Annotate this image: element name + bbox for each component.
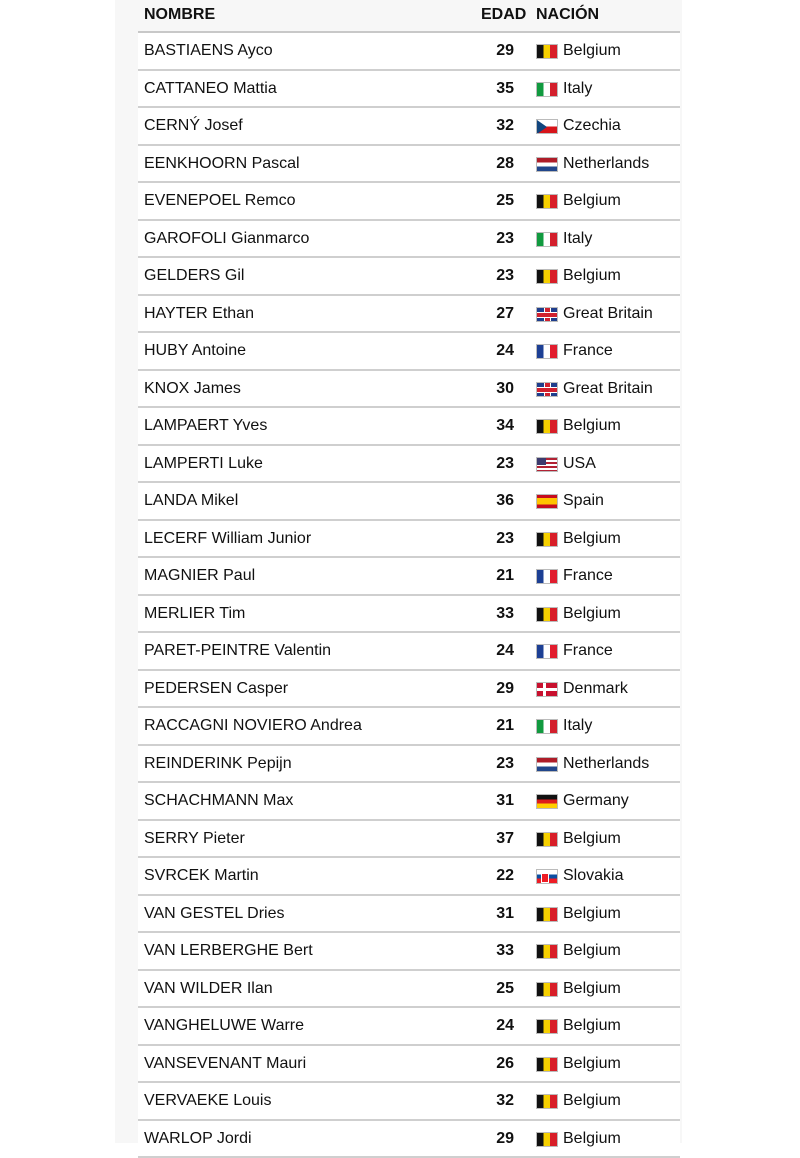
rider-age: 23: [496, 455, 514, 473]
nation-label: Belgium: [563, 192, 621, 210]
rider-name[interactable]: BASTIAENS Ayco: [144, 42, 273, 60]
table-row: [138, 408, 680, 446]
table-row: [138, 521, 680, 559]
nation-label: USA: [563, 455, 596, 473]
table-row: [138, 933, 680, 971]
table-row: [138, 821, 680, 859]
rider-nation[interactable]: [536, 567, 613, 585]
rider-age: 31: [496, 905, 514, 923]
rider-nation[interactable]: [536, 605, 621, 623]
table-row: [138, 333, 680, 371]
rider-age: 29: [496, 1130, 514, 1148]
flag-icon: [536, 607, 558, 622]
rider-name[interactable]: SCHACHMANN Max: [144, 792, 293, 810]
rider-name[interactable]: VAN GESTEL Dries: [144, 905, 284, 923]
rider-nation[interactable]: [536, 717, 592, 735]
nation-label: Belgium: [563, 605, 621, 623]
rider-nation[interactable]: [536, 42, 621, 60]
flag-icon: [536, 269, 558, 284]
rider-name[interactable]: MAGNIER Paul: [144, 567, 255, 585]
rider-nation[interactable]: [536, 117, 621, 135]
rider-name[interactable]: LANDA Mikel: [144, 492, 238, 510]
nation-label: Netherlands: [563, 755, 649, 773]
rider-age: 28: [496, 155, 514, 173]
rider-nation[interactable]: [536, 492, 604, 510]
rider-name[interactable]: WARLOP Jordi: [144, 1130, 252, 1148]
rider-nation[interactable]: [536, 155, 649, 173]
rider-nation[interactable]: [536, 680, 628, 698]
flag-icon: [536, 307, 558, 322]
rider-name[interactable]: LAMPERTI Luke: [144, 455, 263, 473]
rider-name[interactable]: CATTANEO Mattia: [144, 80, 277, 98]
nation-label: Great Britain: [563, 380, 653, 398]
nation-label: Italy: [563, 80, 592, 98]
rider-nation[interactable]: [536, 980, 621, 998]
table-row: [138, 633, 680, 671]
table-row: [138, 371, 680, 409]
flag-icon: [536, 944, 558, 959]
flag-icon: [536, 1057, 558, 1072]
rider-name[interactable]: GELDERS Gil: [144, 267, 244, 285]
rider-age: 22: [496, 867, 514, 885]
rider-name[interactable]: REINDERINK Pepijn: [144, 755, 292, 773]
flag-icon: [536, 82, 558, 97]
rider-nation[interactable]: [536, 192, 621, 210]
rider-age: 35: [496, 80, 514, 98]
table-body: [138, 33, 680, 1158]
flag-icon: [536, 907, 558, 922]
rider-nation[interactable]: [536, 455, 596, 473]
flag-icon: [536, 869, 558, 884]
rider-age: 32: [496, 1092, 514, 1110]
rider-nation[interactable]: [536, 905, 621, 923]
rider-age: 23: [496, 755, 514, 773]
rider-name[interactable]: VAN LERBERGHE Bert: [144, 942, 313, 960]
nation-label: Belgium: [563, 417, 621, 435]
rider-name[interactable]: VERVAEKE Louis: [144, 1092, 271, 1110]
table-row: [138, 221, 680, 259]
rider-nation[interactable]: [536, 1130, 621, 1148]
rider-age: 24: [496, 642, 514, 660]
rider-age: 21: [496, 567, 514, 585]
rider-age: 24: [496, 1017, 514, 1035]
nation-label: France: [563, 567, 613, 585]
rider-nation[interactable]: [536, 380, 653, 398]
table-row: [138, 1046, 680, 1084]
rider-name[interactable]: HAYTER Ethan: [144, 305, 254, 323]
table-row: [138, 108, 680, 146]
table-row: [138, 258, 680, 296]
table-row: [138, 971, 680, 1009]
rider-nation[interactable]: [536, 267, 621, 285]
rider-name[interactable]: KNOX James: [144, 380, 241, 398]
rider-age: 25: [496, 980, 514, 998]
table-row: [138, 33, 680, 71]
flag-icon: [536, 1094, 558, 1109]
table-row: [138, 446, 680, 484]
rider-name[interactable]: MERLIER Tim: [144, 605, 245, 623]
rider-nation[interactable]: [536, 1055, 621, 1073]
flag-icon: [536, 532, 558, 547]
flag-icon: [536, 719, 558, 734]
flag-icon: [536, 569, 558, 584]
nation-label: Germany: [563, 792, 629, 810]
flag-icon: [536, 344, 558, 359]
rider-age: 27: [496, 305, 514, 323]
table-row: [138, 71, 680, 109]
table-row: [138, 1083, 680, 1121]
rider-name[interactable]: SERRY Pieter: [144, 830, 245, 848]
nation-label: Belgium: [563, 1017, 621, 1035]
rider-nation[interactable]: [536, 755, 649, 773]
nation-label: Denmark: [563, 680, 628, 698]
rider-nation[interactable]: [536, 230, 592, 248]
nation-label: Belgium: [563, 530, 621, 548]
rider-age: 34: [496, 417, 514, 435]
rider-name[interactable]: PEDERSEN Casper: [144, 680, 288, 698]
rider-nation[interactable]: [536, 867, 623, 885]
flag-icon: [536, 757, 558, 772]
table-row: [138, 183, 680, 221]
nation-label: Netherlands: [563, 155, 649, 173]
nation-label: Slovakia: [563, 867, 623, 885]
nation-label: Italy: [563, 717, 592, 735]
rider-age: 31: [496, 792, 514, 810]
flag-icon: [536, 119, 558, 134]
nation-label: Belgium: [563, 42, 621, 60]
rider-nation[interactable]: [536, 1017, 621, 1035]
table-row: [138, 783, 680, 821]
flag-icon: [536, 1132, 558, 1147]
nation-label: Belgium: [563, 830, 621, 848]
rider-name[interactable]: EENKHOORN Pascal: [144, 155, 300, 173]
rider-name[interactable]: SVRCEK Martin: [144, 867, 259, 885]
rider-nation[interactable]: [536, 80, 592, 98]
rider-name[interactable]: GAROFOLI Gianmarco: [144, 230, 309, 248]
rider-name[interactable]: EVENEPOEL Remco: [144, 192, 295, 210]
table-row: [138, 483, 680, 521]
flag-icon: [536, 982, 558, 997]
rider-age: 23: [496, 530, 514, 548]
rider-age: 33: [496, 942, 514, 960]
rider-age: 32: [496, 117, 514, 135]
rider-nation[interactable]: [536, 530, 621, 548]
table-row: [138, 1121, 680, 1158]
rider-name[interactable]: VANSEVENANT Mauri: [144, 1055, 306, 1073]
nation-label: France: [563, 642, 613, 660]
flag-icon: [536, 232, 558, 247]
nation-label: Belgium: [563, 1055, 621, 1073]
nation-label: Belgium: [563, 980, 621, 998]
flag-icon: [536, 157, 558, 172]
nation-label: Spain: [563, 492, 604, 510]
rider-nation[interactable]: [536, 642, 613, 660]
rider-age: 26: [496, 1055, 514, 1073]
rider-name[interactable]: VANGHELUWE Warre: [144, 1017, 304, 1035]
flag-icon: [536, 832, 558, 847]
rider-age: 30: [496, 380, 514, 398]
header-name: NOMBRE: [144, 6, 215, 24]
flag-icon: [536, 494, 558, 509]
flag-icon: [536, 44, 558, 59]
rider-nation[interactable]: [536, 792, 629, 810]
rider-age: 29: [496, 680, 514, 698]
table-row: [138, 1008, 680, 1046]
flag-icon: [536, 644, 558, 659]
rider-name[interactable]: LECERF William Junior: [144, 530, 311, 548]
table-row: [138, 858, 680, 896]
flag-icon: [536, 382, 558, 397]
nation-label: Belgium: [563, 1130, 621, 1148]
rider-name[interactable]: VAN WILDER Ilan: [144, 980, 273, 998]
rider-age: 29: [496, 42, 514, 60]
table-header: [138, 0, 680, 33]
table-row: [138, 146, 680, 184]
flag-icon: [536, 419, 558, 434]
rider-name[interactable]: CERNÝ Josef: [144, 117, 243, 135]
table-row: [138, 296, 680, 334]
nation-label: France: [563, 342, 613, 360]
rider-age: 23: [496, 267, 514, 285]
rider-nation[interactable]: [536, 342, 613, 360]
header-age: EDAD: [481, 6, 526, 24]
table-row: [138, 596, 680, 634]
rider-nation[interactable]: [536, 830, 621, 848]
rider-nation[interactable]: [536, 417, 621, 435]
table-row: [138, 708, 680, 746]
rider-name[interactable]: RACCAGNI NOVIERO Andrea: [144, 717, 362, 735]
rider-age: 33: [496, 605, 514, 623]
table-row: [138, 558, 680, 596]
nation-label: Belgium: [563, 1092, 621, 1110]
table-row: [138, 896, 680, 934]
rider-age: 25: [496, 192, 514, 210]
table-row: [138, 671, 680, 709]
rider-nation[interactable]: [536, 942, 621, 960]
flag-icon: [536, 794, 558, 809]
nation-label: Great Britain: [563, 305, 653, 323]
table-row: [138, 746, 680, 784]
rider-nation[interactable]: [536, 1092, 621, 1110]
rider-age: 24: [496, 342, 514, 360]
rider-age: 36: [496, 492, 514, 510]
rider-name[interactable]: PARET-PEINTRE Valentin: [144, 642, 331, 660]
rider-age: 23: [496, 230, 514, 248]
nation-label: Belgium: [563, 942, 621, 960]
riders-table: [138, 0, 680, 1158]
rider-name[interactable]: HUBY Antoine: [144, 342, 246, 360]
flag-icon: [536, 1019, 558, 1034]
rider-age: 21: [496, 717, 514, 735]
rider-nation[interactable]: [536, 305, 653, 323]
flag-icon: [536, 457, 558, 472]
flag-icon: [536, 194, 558, 209]
rider-name[interactable]: LAMPAERT Yves: [144, 417, 267, 435]
nation-label: Italy: [563, 230, 592, 248]
nation-label: Belgium: [563, 267, 621, 285]
flag-icon: [536, 682, 558, 697]
rider-age: 37: [496, 830, 514, 848]
header-nation: NACIÓN: [536, 6, 599, 24]
nation-label: Belgium: [563, 905, 621, 923]
nation-label: Czechia: [563, 117, 621, 135]
